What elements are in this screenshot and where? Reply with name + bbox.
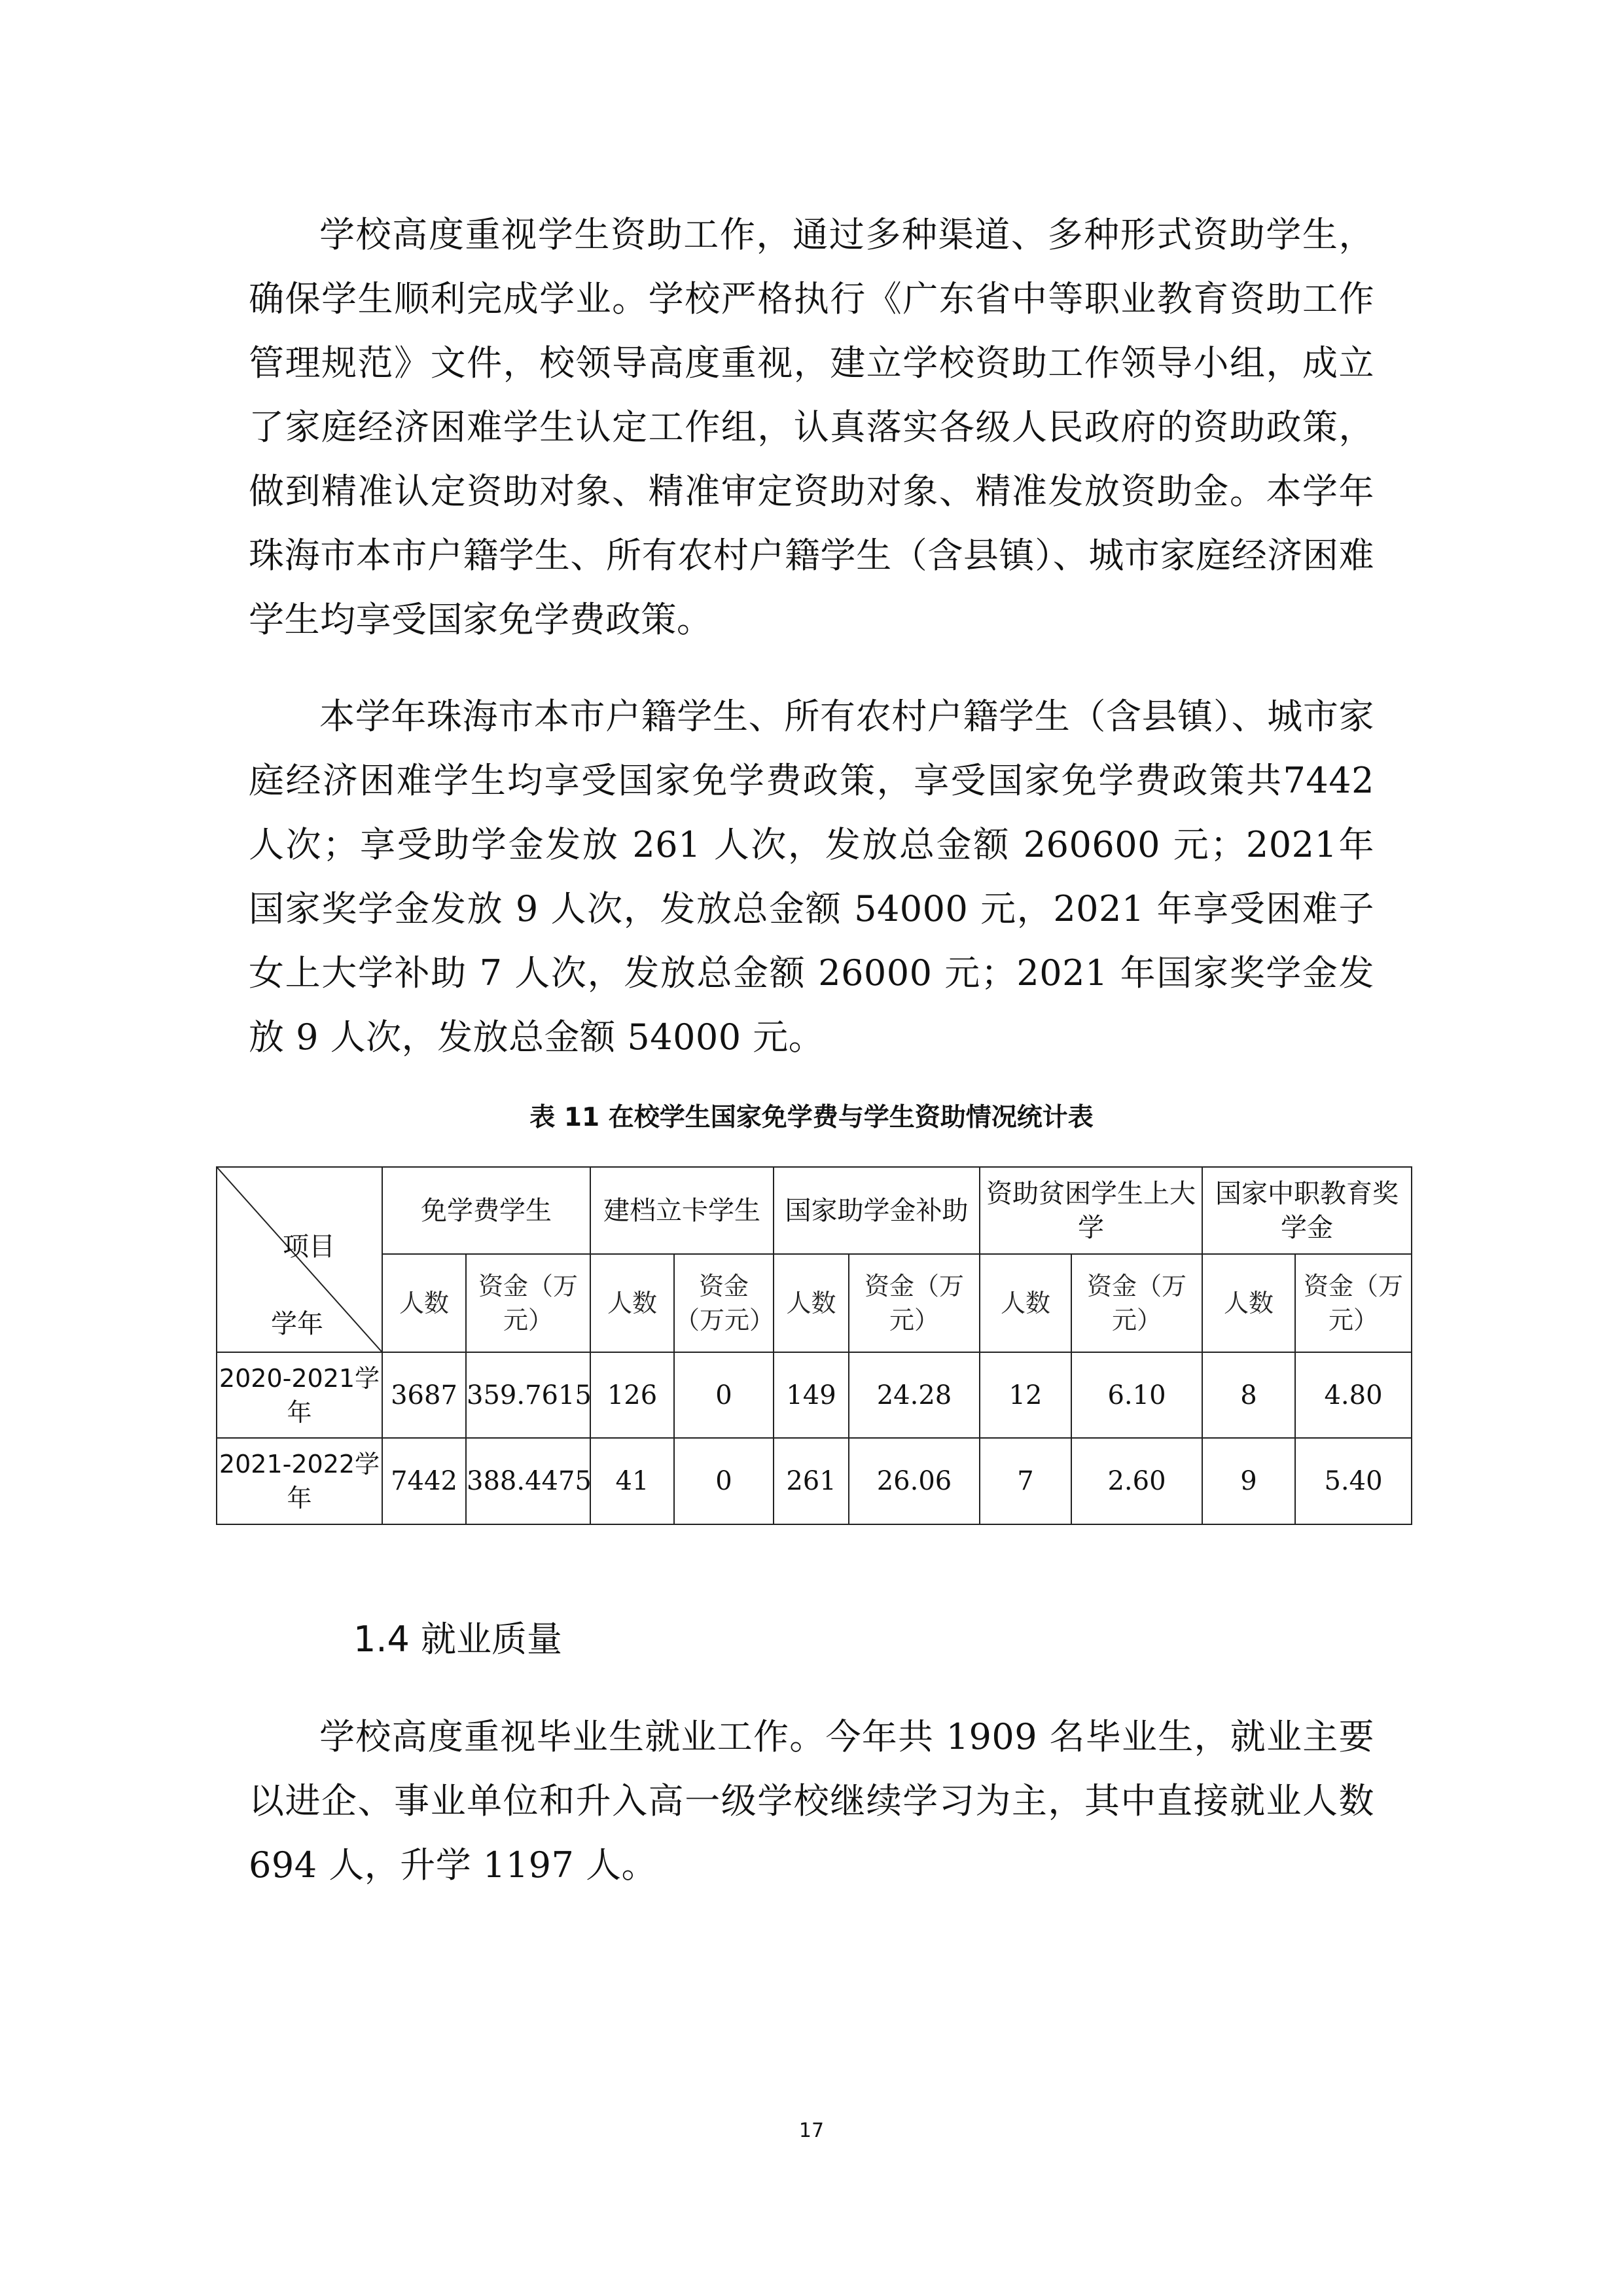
table-cell: 8: [1202, 1352, 1295, 1438]
group-header-college-aid: 资助贫困学生上大学: [980, 1167, 1202, 1254]
table-subheader-row: [217, 1254, 1412, 1352]
table-cell: 359.7615: [466, 1352, 590, 1438]
table-corner-cell: [217, 1167, 382, 1352]
table-cell: 24.28: [849, 1352, 980, 1438]
table-cell: 2.60: [1071, 1438, 1202, 1524]
table-cell: 26.06: [849, 1438, 980, 1524]
corner-item-label: 项目: [283, 1232, 335, 1262]
page-number: 17: [798, 2119, 825, 2142]
row-year-label: 2020-2021学年: [217, 1352, 382, 1438]
subheader-count: 人数: [774, 1254, 849, 1352]
table-cell: 149: [774, 1352, 849, 1438]
subheader-amount: 资金（万元）: [1071, 1254, 1202, 1352]
table-cell: 5.40: [1295, 1438, 1412, 1524]
funding-statistics-table: [216, 1166, 1412, 1525]
subheader-amount: 资金（万元）: [1295, 1254, 1412, 1352]
group-header-tuition-free: 免学费学生: [382, 1167, 590, 1254]
table-cell: 261: [774, 1438, 849, 1524]
table-cell: 0: [674, 1352, 774, 1438]
table-cell: 6.10: [1071, 1352, 1202, 1438]
subheader-amount: 资金（万元）: [849, 1254, 980, 1352]
table-row: [217, 1352, 1412, 1438]
table-cell: 0: [674, 1438, 774, 1524]
group-header-national-grant: 国家助学金补助: [774, 1167, 980, 1254]
table-row: [217, 1438, 1412, 1524]
subheader-amount: 资金（万元）: [466, 1254, 590, 1352]
section-heading-employment: 1.4 就业质量: [353, 1619, 563, 1660]
table-cell: 3687: [382, 1352, 466, 1438]
table-cell: 41: [590, 1438, 674, 1524]
table-cell: 12: [980, 1352, 1071, 1438]
paragraph-funding-details: 本学年珠海市本市户籍学生、所有农村户籍学生（含县镇）、城市家庭经济困难学生均享受国家免学费政策，享受国家免学费政策共7442 人次；享受助学金发放 261 人次，发放总金额 260600 元；2021年国家奖学金发放 9 人次，发放总金额 54000 元，2021 年享受困难子女上大学补助 7 人次，发放总金额 26000 元；2021 年国家奖学金发放 9 人次，发放总金额 54000 元。: [249, 696, 1374, 1058]
subheader-count: 人数: [590, 1254, 674, 1352]
group-header-registered-poor: 建档立卡学生: [590, 1167, 774, 1254]
table-cell: 126: [590, 1352, 674, 1438]
subheader-count: 人数: [980, 1254, 1071, 1352]
table-cell: 4.80: [1295, 1352, 1412, 1438]
table-cell: 7: [980, 1438, 1071, 1524]
paragraph-employment: 学校高度重视毕业生就业工作。今年共 1909 名毕业生，就业主要以进企、事业单位和升入高一级学校继续学习为主，其中直接就业人数 694 人，升学 1197 人。: [249, 1716, 1374, 1886]
subheader-count: 人数: [1202, 1254, 1295, 1352]
table-header-row: [217, 1167, 1412, 1254]
table-caption: 表 11 在校学生国家免学费与学生资助情况统计表: [529, 1103, 1094, 1132]
corner-year-label: 学年: [271, 1309, 323, 1339]
group-header-national-scholarship: 国家中职教育奖学金: [1202, 1167, 1412, 1254]
subheader-amount: 资金（万元）: [674, 1254, 774, 1352]
table-cell: 9: [1202, 1438, 1295, 1524]
subheader-count: 人数: [382, 1254, 466, 1352]
row-year-label: 2021-2022学年: [217, 1438, 382, 1524]
table-cell: 7442: [382, 1438, 466, 1524]
table-cell: 388.4475: [466, 1438, 590, 1524]
paragraph-funding-overview: 学校高度重视学生资助工作，通过多种渠道、多种形式资助学生，确保学生顺利完成学业。学校严格执行《广东省中等职业教育资助工作管理规范》文件，校领导高度重视，建立学校资助工作领导小组，成立了家庭经济困难学生认定工作组，认真落实各级人民政府的资助政策，做到精准认定资助对象、精准审定资助对象、精准发放资助金。本学年珠海市本市户籍学生、所有农村户籍学生（含县镇）、城市家庭经济困难学生均享受国家免学费政策。: [249, 214, 1374, 640]
